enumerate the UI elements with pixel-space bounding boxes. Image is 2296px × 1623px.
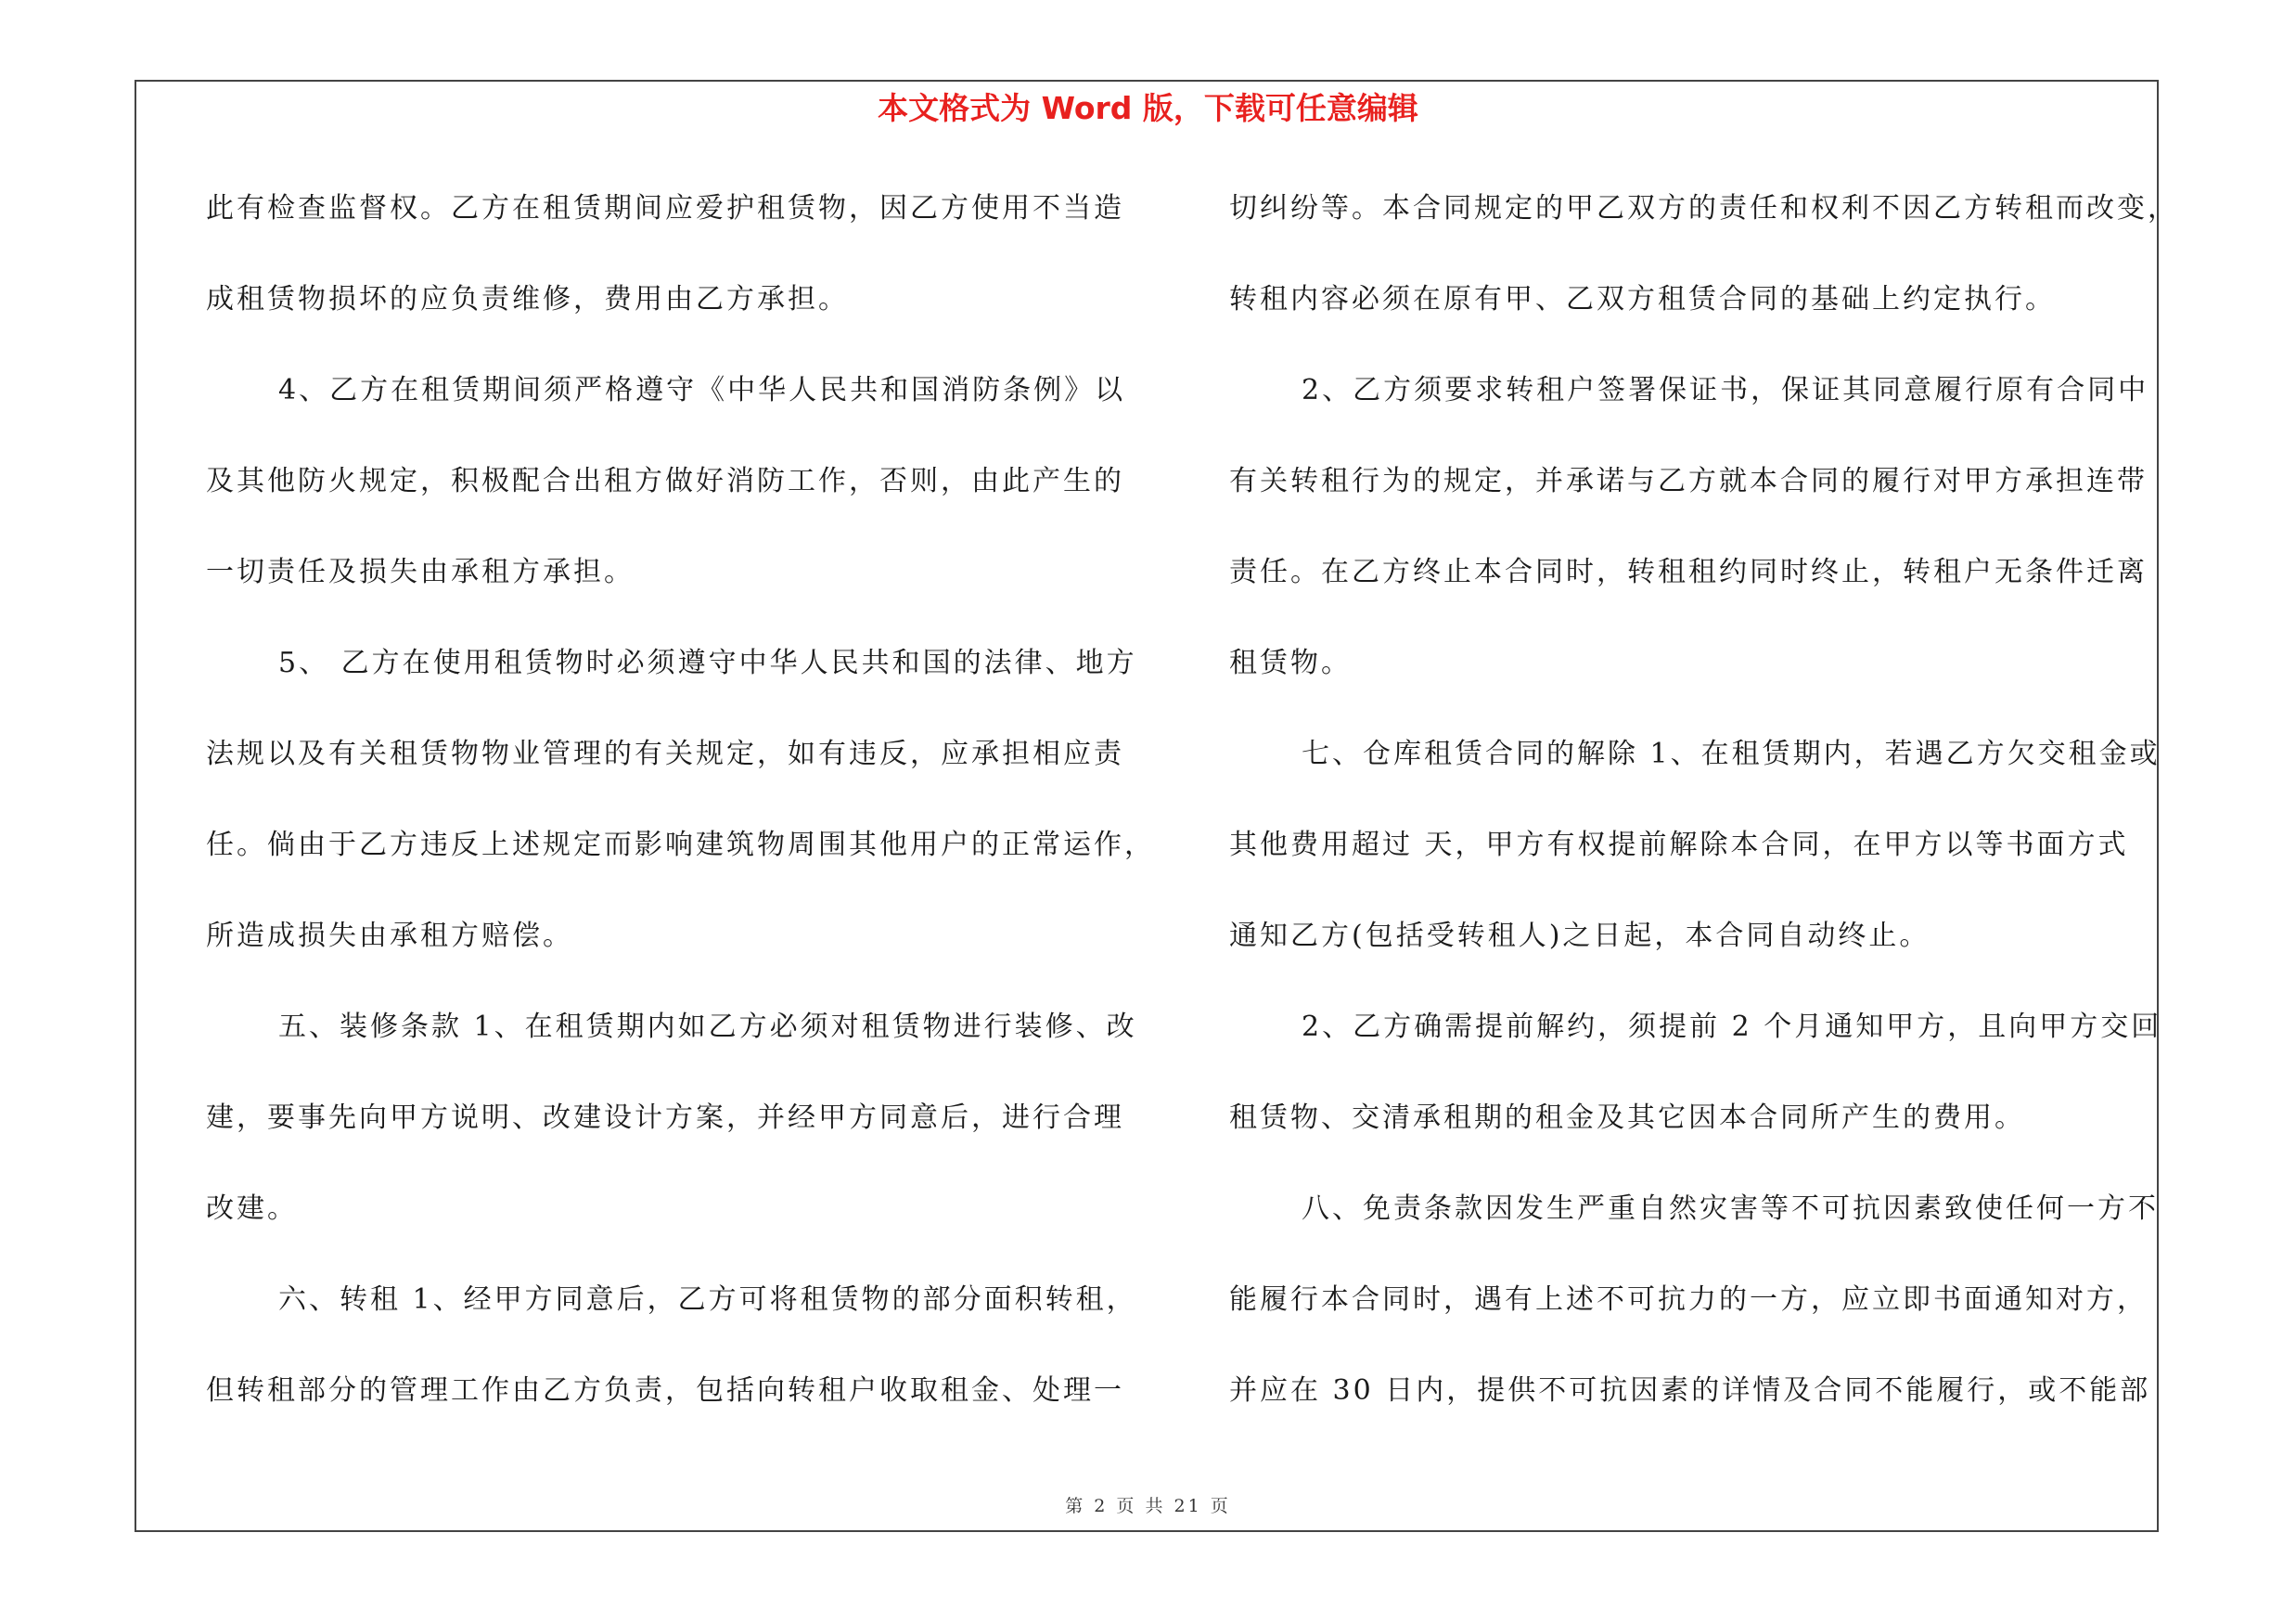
right-column-text-line: 通知乙方(包括受转租人)之日起，本合同自动终止。 — [1229, 920, 1930, 952]
left-column-text-line: 五、装修条款 1、在租赁期内如乙方必须对租赁物进行装修、改 — [278, 1011, 1137, 1043]
right-column-text-line: 有关转租行为的规定，并承诺与乙方就本合同的履行对甲方承担连带 — [1229, 465, 2148, 497]
left-column-text-line: 一切责任及损失由承租方承担。 — [206, 556, 635, 588]
right-column-text-line: 租赁物。 — [1229, 647, 1352, 679]
left-column-text-line: 但转租部分的管理工作由乙方负责，包括向转租户收取租金、处理一 — [206, 1374, 1124, 1407]
right-column-text-line: 2、乙方确需提前解约，须提前 2 个月通知甲方，且向甲方交回 — [1302, 1011, 2162, 1043]
left-column-text-line: 成租赁物损坏的应负责维修，费用由乙方承担。 — [206, 283, 849, 316]
right-column-text-line: 2、乙方须要求转租户签署保证书，保证其同意履行原有合同中 — [1302, 374, 2149, 406]
right-column-text-line: 八、免责条款因发生严重自然灾害等不可抗因素致使任何一方不 — [1302, 1192, 2159, 1225]
right-column-text-line: 七、仓库租赁合同的解除 1、在租赁期内，若遇乙方欠交租金或 — [1302, 738, 2161, 770]
right-column-text-line: 其他费用超过 天，甲方有权提前解除本合同，在甲方以等书面方式 — [1229, 829, 2129, 861]
left-column-text-line: 4、乙方在租赁期间须严格遵守《中华人民共和国消防条例》以 — [278, 374, 1126, 406]
right-column-text-line: 能履行本合同时，遇有上述不可抗力的一方，应立即书面通知对方， — [1229, 1283, 2148, 1316]
left-column-text-line: 改建。 — [206, 1192, 298, 1225]
page-number-footer: 第 2 页 共 21 页 — [1065, 1496, 1231, 1516]
right-column-text-line: 转租内容必须在原有甲、乙双方租赁合同的基础上约定执行。 — [1229, 283, 2056, 316]
right-column-text-line: 并应在 30 日内，提供不可抗因素的详情及合同不能履行，或不能部 — [1229, 1374, 2151, 1407]
right-text-column — [1229, 181, 2178, 1454]
right-column-text-line: 切纠纷等。本合同规定的甲乙双方的责任和权利不因乙方转租而改变， — [1229, 192, 2178, 225]
left-column-text-line: 5、 乙方在使用租赁物时必须遵守中华人民共和国的法律、地方 — [278, 647, 1137, 679]
right-column-text-line: 责任。在乙方终止本合同时，转租租约同时终止，转租户无条件迁离 — [1229, 556, 2148, 588]
left-column-text-line: 任。倘由于乙方违反上述规定而影响建筑物周围其他用户的正常运作， — [206, 829, 1155, 861]
left-column-text-line: 六、转租 1、经甲方同意后，乙方可将租赁物的部分面积转租， — [278, 1283, 1137, 1316]
left-text-column — [206, 181, 1155, 1454]
right-column-text-line: 租赁物、交清承租期的租金及其它因本合同所产生的费用。 — [1229, 1101, 2025, 1134]
left-column-text-line: 所造成损失由承租方赔偿。 — [206, 920, 573, 952]
left-column-text-line: 建，要事先向甲方说明、改建设计方案，并经甲方同意后，进行合理 — [206, 1101, 1124, 1134]
left-column-text-line: 此有检查监督权。乙方在租赁期间应爱护租赁物，因乙方使用不当造 — [206, 192, 1124, 225]
left-column-text-line: 及其他防火规定，积极配合出租方做好消防工作，否则，由此产生的 — [206, 465, 1124, 497]
word-format-banner: 本文格式为 Word 版，下载可任意编辑 — [878, 90, 1418, 126]
left-column-text-line: 法规以及有关租赁物物业管理的有关规定，如有违反，应承担相应责 — [206, 738, 1124, 770]
